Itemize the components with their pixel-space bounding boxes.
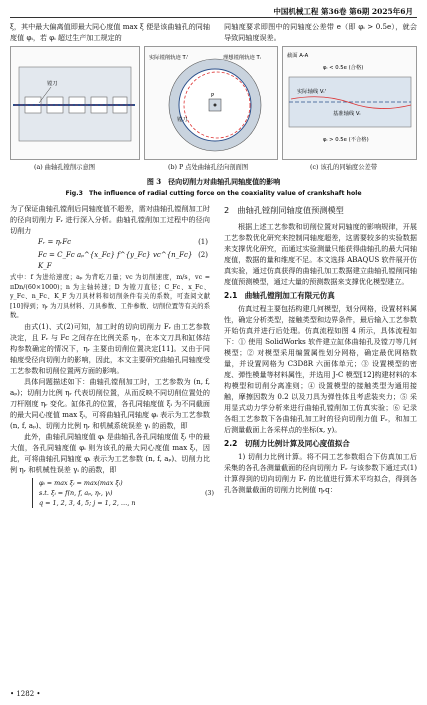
equation-3-line-2: s.t. ξᵢ = f(n, f, aₚ, ηᵣ, γᵢ) bbox=[39, 488, 113, 497]
right-paragraph-1: 根据上述工艺参数和切削位置对同轴度的影响规律，开展工艺参数优化研究来控制同轴度超差，这需要较多的实验数据来支撑优化研究，而通过实验测量只能获得曲轴孔的最大同轴度值，数据的量和维度不足。本文选择 ABAQUS 软件展开仿真实验，通过仿真获得的曲轴孔加工数据建立曲轴孔镗削同轴度值预测模型，通过大量的预测数据来支撑优化模型建立。 bbox=[224, 222, 417, 286]
equation-2 bbox=[10, 249, 210, 273]
page-number: • 1282 • bbox=[10, 690, 41, 698]
label-tolerance-ok: φᵢ < 0.5e (合格) bbox=[323, 65, 364, 71]
figure-3 bbox=[10, 46, 417, 174]
top-left-column bbox=[10, 21, 210, 43]
label-ideal-trajectory: 理想镗削轨迹 Tᵢ bbox=[223, 55, 261, 61]
radial-section bbox=[145, 47, 277, 159]
label-section: 截面 A-A bbox=[287, 53, 309, 59]
label-base-axis: 基准轴线 Vᵢ bbox=[333, 111, 361, 117]
left-paragraph-3: 由式(1)、式(2)可知，加工时的切向切削力 Fᵣ 由工艺参数决定，且 Fᵣ 与 Fc 之间存在比例关系 ηᵣ，在本文刀具和缸体结构参数确定的情况下，ηᵣ 主要由切削位置决定[11]。又由于同轴度受径向切削力的影响，因此，本文主要研究曲轴孔同轴度受工艺参数和切削位置两方面的影响。 bbox=[10, 321, 210, 375]
figure-caption-zh: 图 3 径向切削力对曲轴孔同轴度值的影响 bbox=[146, 177, 281, 186]
top-right-column bbox=[224, 21, 417, 43]
header-rule bbox=[10, 17, 417, 18]
equation-3 bbox=[32, 478, 214, 508]
right-column bbox=[224, 203, 417, 495]
running-header: 中国机械工程 第36卷 第6期 2025年6月 bbox=[273, 7, 413, 16]
equation-3-line-1: φᵢ = max ξᵢ = max(max ξᵢ) bbox=[39, 478, 123, 487]
right-paragraph-2: 仿真过程主要包括构建几何模型，划分网格，设置材料属性，确定分析类型，接触类型和边界条件，最后输入工艺参数开始仿真并进行后处理。仿真流程如图 4 所示，具体流程如下：① 使用 SolidWorks 软件建立缸体曲轴孔及镗刀等几何模型；② 对模型采用编置属性划分网格，确定最优网格数量，并设置网格为 C3D8R 六面体单元；③ 设置模型的密度、弹性模量等材料属性，并选用 J-C 模型[12]构建材料的本构模型和切削分离准则；④ 设置模型的接触类型为通用接触，摩擦因数为 0.2 以及刀具为弹性体且考虑装夹力；⑤ 采用显式动力学分析来进行曲轴孔镗削加工仿真实验；⑥ 记录各组工艺参数下各曲轴孔加工时的径向切削力值 Fᵣ，和加工后测量截面上各采样点的坐标(x, y)。 bbox=[224, 304, 417, 434]
left-paragraph-4: 具体问题描述如下：曲轴孔镗削加工时，工艺参数为 (n, f, aₚ)；切削力比例 ηᵣ 代表切削位置，从而反映不同切削位置处的刀杆刚度 ηᵣ 变化。缸体孔的位置，各孔同轴度值 ξᵢ 为不同截面的最大同心度值 max ξᵢ，可将曲轴孔同轴度 φᵢ 表示为工艺参数 (n, f, aₚ)、切削力比例 ηᵣ 和机械系统误差 γᵢ 的函数，即 bbox=[10, 376, 210, 430]
label-tolerance-ng: φᵢ > 0.5e (不合格) bbox=[323, 137, 369, 143]
label-p: P bbox=[211, 93, 215, 99]
tolerance-zone bbox=[283, 47, 416, 159]
top-left-paragraph: ξ，其中最大偏离值即最大同心度值 max ξ 便是该曲轴孔的同轴度值 φᵢ，若 φᵢ 超过生产加工规定的 bbox=[10, 22, 210, 42]
boring-schematic bbox=[11, 47, 139, 159]
top-right-paragraph: 同轴度要求即图中的同轴度公差带 e（即 φᵢ > 0.5e），就会导致同轴度误差。 bbox=[224, 22, 417, 42]
equation-2-number: (2) bbox=[198, 251, 208, 259]
panel-c-caption: (c) 该孔的同轴度公差带 bbox=[310, 164, 378, 171]
label-actual-axis: 实际轴线 Vᵢ' bbox=[297, 89, 326, 95]
panel-b-caption: (b) P 点处曲轴孔径向剖面图 bbox=[168, 164, 249, 171]
variable-definitions: 式中：f 为进给速度；aₚ 为背吃刀量；vc 为切削速度，m/s，vc = πDn/(60×1000)；n 为主轴转速；D 为镗刀直径；C_Fc、x_Fc、y_Fc、n_Fc、K_F 为刀具材料和切削条件有关的系数，可查阅文献[10]得到；ηᵣ 为刀具材料、刀具参数、工件参数、切削位置等有关的系数。 bbox=[10, 274, 210, 319]
equation-1-body: Fᵣ = ηᵣFc bbox=[38, 238, 72, 246]
section-2-heading: 2 曲轴孔镗削同轴度值预测模型 bbox=[224, 205, 344, 215]
panel-c bbox=[282, 46, 417, 160]
right-paragraph-3: 1) 切削力比例计算。将不同工艺参数组合下仿真加工后采集的各孔各测量截面的径向切削力 Fᵣ 与该参数下通过式(1)计算得到的切向切削力 Fᵣ 的比值进行算术平均拟合，得到各孔各测量截面的切削力比例值 ηᵣq： bbox=[224, 452, 417, 494]
label-actual-trajectory: 实际镗削轨迹 Tᵢ' bbox=[149, 55, 189, 61]
left-paragraph-5: 此外，曲轴孔同轴度值 φᵢ 是曲轴孔各孔同轴度值 ξᵢ 中的最大值，各孔同轴度值 φᵢ 则为该孔的最大同心度值 max ξᵢ，因此，可将曲轴孔同轴度 φᵢ 表示为工艺参数 (n, f, aₚ)、切削力比例 ηᵣ 和机械性误差 γᵢ 的函数，即 bbox=[10, 431, 210, 474]
panel-b bbox=[144, 46, 278, 160]
section-2-2-heading: 2.2 切削力比例计算及同心度值拟合 bbox=[224, 439, 350, 448]
equation-1-number: (1) bbox=[198, 238, 208, 246]
left-paragraph-1: 为了保证曲轴孔镗削后同轴度值不超差，需对曲轴孔镗削加工时的径向切削力 Fᵣ 进行深入分析。曲轴孔镗削加工过程中的径向切削力 bbox=[10, 204, 210, 235]
equation-3-line-3: q = 1, 2, 3, 4, 5; j = 1, 2, …, n bbox=[39, 498, 136, 507]
panel-a bbox=[10, 46, 140, 160]
equation-1 bbox=[10, 236, 210, 249]
panel-a-caption: (a) 曲轴孔镗削示意图 bbox=[34, 164, 96, 171]
left-column bbox=[10, 203, 214, 511]
label-tool-b: 镗刀 bbox=[177, 117, 188, 123]
equation-3-number: (3) bbox=[204, 488, 214, 497]
section-2-1-heading: 2.1 曲轴孔镗削加工有限元仿真 bbox=[224, 291, 335, 300]
equation-2-body: Fc = C_Fc aₚ^{x_Fc} f^{y_Fc} vc^{n_Fc} K_F bbox=[38, 251, 193, 270]
figure-caption-en: Fig.3 The influence of radial cutting force on the coaxiality value of crankshaft hole bbox=[65, 190, 362, 197]
label-tool: 镗刀 bbox=[47, 81, 58, 87]
